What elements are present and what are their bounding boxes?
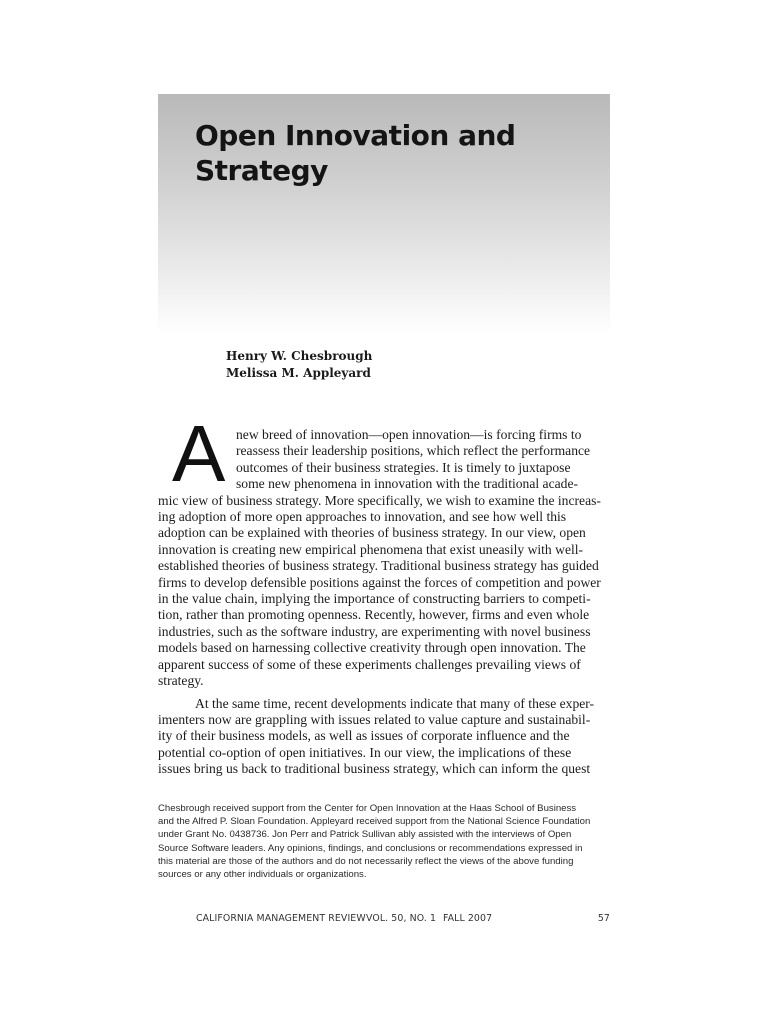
author-name: Henry W. Chesbrough [226, 349, 373, 363]
title-line-1: Open Innovation and [195, 119, 516, 152]
body-line: outcomes of their business strategies. It is timely to juxtapose [236, 459, 571, 475]
drop-cap: A [172, 409, 226, 498]
footnote-line: this material are those of the authors and do not necessarily reflect the views of the above funding [158, 855, 574, 867]
article-body [158, 427, 610, 778]
body-line: issues bring us back to traditional business strategy, which can inform the quest [158, 761, 591, 777]
paragraph-2 [158, 696, 610, 778]
journal-name: CALIFORNIA MANAGEMENT REVIEW [196, 913, 366, 924]
body-line: apparent success of some of these experiments challenges prevailing views of [158, 656, 581, 672]
footnote-line: Source Software leaders. Any opinions, findings, and conclusions or recommendations expressed in [158, 842, 583, 854]
body-line: innovation is creating new empirical phenomena that exist uneasily with well- [158, 541, 584, 557]
body-line: potential co-option of open initiatives. In our view, the implications of these [158, 744, 572, 760]
body-line: ing adoption of more open approaches to innovation, and see how well this [158, 509, 567, 525]
body-line: strategy. [158, 673, 204, 689]
footnote-line: under Grant No. 0438736. Jon Perr and Patrick Sullivan ably assisted with the interviews of Open [158, 829, 572, 841]
body-line: some new phenomena in innovation with the traditional acade- [236, 476, 579, 492]
body-line: imenters now are grappling with issues related to value capture and sustainabil- [158, 711, 591, 727]
acknowledgment-footnote [158, 802, 618, 881]
footnote-line: and the Alfred P. Sloan Foundation. Appleyard received support from the National Science Foundation [158, 816, 591, 828]
issue-season: FALL 2007 [443, 913, 493, 924]
body-line: models based on harnessing collective creativity through open innovation. The [158, 640, 586, 656]
body-line: established theories of business strategy. Traditional business strategy has guided [158, 558, 599, 574]
body-line: new breed of innovation—open innovation—is forcing firms to [236, 427, 582, 442]
title-line-2: Strategy [195, 154, 328, 187]
volume-info: VOL. 50, NO. 1 [366, 913, 437, 924]
body-line: adoption can be explained with theories of business strategy. In our view, open [158, 525, 586, 541]
author-name: Melissa M. Appleyard [226, 366, 371, 380]
body-line: firms to develop defensible positions against the forces of competition and power [158, 574, 601, 590]
author-list [226, 348, 372, 382]
page-number: 57 [597, 913, 610, 924]
footnote-line: sources or any other individuals or organizations. [158, 869, 367, 881]
body-line: ity of their business models, as well as issues of corporate influence and the [158, 728, 570, 744]
body-line: mic view of business strategy. More specifically, we wish to examine the increas- [158, 492, 601, 508]
body-line: reassess their leadership positions, which reflect the performance [236, 443, 591, 459]
body-line: industries, such as the software industry, are experimenting with novel business [158, 623, 591, 639]
body-line: tion, rather than promoting openness. Recently, however, firms and even whole [158, 607, 590, 623]
body-line: At the same time, recent developments indicate that many of these exper- [195, 695, 595, 711]
footnote-line: Chesbrough received support from the Center for Open Innovation at the Haas School of Business [158, 803, 577, 814]
article-title [195, 118, 515, 188]
body-line: in the value chain, implying the importance of constructing barriers to competi- [158, 591, 591, 607]
paragraph-1 [158, 427, 610, 690]
